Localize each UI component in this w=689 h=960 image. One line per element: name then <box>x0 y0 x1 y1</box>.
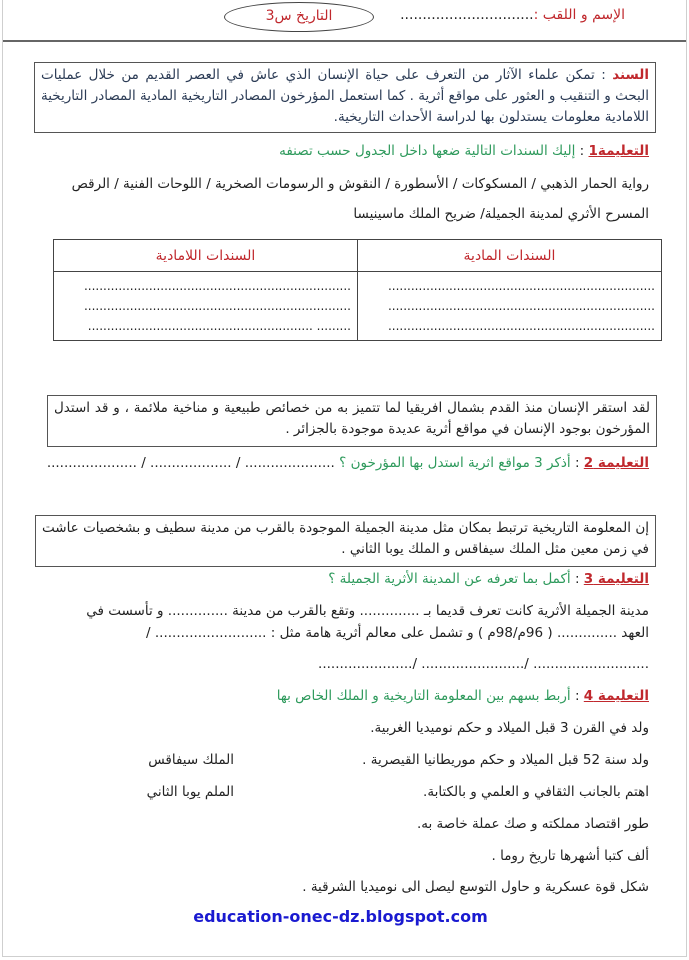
fact-item[interactable]: طور اقتصاد مملكته و صك عملة خاصة به. <box>416 816 649 832</box>
task3-label: التعليمة 3 <box>583 571 649 587</box>
subject-badge: التاريخ س3 <box>224 2 374 32</box>
task3-line2[interactable]: العهد .............. ( 96م/98م ) و تشمل على معالم أثرية هامة مثل : .......................... / <box>146 625 649 641</box>
footer-link[interactable]: education-onec-dz.blogspot.com <box>193 907 488 926</box>
task1-text: إليك السندات التالية ضعها داخل الجدول حسب تصنفه <box>279 143 576 159</box>
king-juba-ii[interactable]: الملم يوبا الثاني <box>146 784 234 800</box>
immaterial-answer-cell[interactable] <box>54 272 358 341</box>
answer-line: ...................................................................... <box>387 299 655 313</box>
document-box-1 <box>34 62 656 133</box>
task3-line3[interactable]: ........................... /........................ /...................... <box>318 656 649 672</box>
fact-item[interactable]: ولد في القرن 3 قبل الميلاد و حكم نوميديا الغربية. <box>370 720 649 736</box>
answer-line: ...................................................................... <box>387 319 655 333</box>
task1-sep: : <box>575 143 589 159</box>
header-divider <box>3 40 686 42</box>
task3-text: أكمل بما تعرفه عن المدينة الأثرية الجميلة ؟ <box>328 571 571 587</box>
king-syphax[interactable]: الملك سيفاقس <box>148 752 234 768</box>
fact-item[interactable]: شكل قوة عسكرية و حاول التوسع ليصل الى نوميديا الشرقية . <box>302 879 649 895</box>
task2-label: التعليمة 2 <box>583 455 649 471</box>
document-label: السند <box>612 67 649 83</box>
fact-item[interactable]: ألف كتبا أشهرها تاريخ روما . <box>491 848 649 864</box>
table-header-material: السندات المادية <box>358 240 662 272</box>
fact-item[interactable]: ولد سنة 52 قبل الميلاد و حكم موريطانيا القيصرية . <box>362 752 649 768</box>
document-box-3: إن المعلومة التاريخية ترتبط بمكان مثل مدينة الجميلة الموجودة بالقرب من مدينة سطيف و بشخصيات عاشت في زمن معين مثل الملك سيفاقس و الملك يوبا الثاني . <box>35 515 656 567</box>
task2-answer[interactable]: ..................... / ................... / ..................... <box>46 455 340 471</box>
task2-text: أذكر 3 مواقع اثرية استدل بها المؤرخون ؟ <box>339 455 571 471</box>
name-dots: .............................. <box>400 7 534 23</box>
task1-items-line2: المسرح الأثري لمدينة الجميلة/ ضريح الملك ماسينيسا <box>353 206 649 222</box>
answer-line: ......... ........................................................... <box>87 319 351 333</box>
answer-line: ...................................................................... <box>83 279 351 293</box>
task4-label: التعليمة 4 <box>583 688 649 704</box>
task4-text: أربط بسهم بين المعلومة التاريخية و الملك الخاص بها <box>276 688 571 704</box>
task2-sep: : <box>570 455 584 471</box>
document-text: : تمكن علماء الآثار من التعرف على حياة الإنسان الذي عاش في العصر القديم من خلال عمليات البحث و التنقيب و العثور على مواقع أثرية . كما استعمل المؤرخون المصادر التاريخية المادية المصادر التاريخية اللامادية معلومات يستدلون بها لدراسة الأحداث التاريخية. <box>41 67 649 125</box>
answer-line: ...................................................................... <box>387 279 655 293</box>
material-answer-cell[interactable] <box>358 272 662 341</box>
answer-line: ...................................................................... <box>83 299 351 313</box>
name-label: الإسم و اللقب : <box>533 7 625 23</box>
task1-items-line1: رواية الحمار الذهبي / المسكوكات / الأسطورة / النقوش و الرسومات الصخرية / اللوحات الفنية / الرقص <box>71 176 649 192</box>
task2-heading <box>47 455 649 471</box>
name-field <box>400 7 625 23</box>
task3-line1[interactable]: مدينة الجميلة الأثرية كانت تعرف قديما بـ .............. وتقع بالقرب من مدينة .............. و تأسست في <box>86 603 649 619</box>
table-header-immaterial: السندات اللامادية <box>54 240 358 272</box>
fact-item[interactable]: اهتم بالجانب الثقافي و العلمي و بالكتابة. <box>423 784 649 800</box>
task3-heading <box>328 571 649 587</box>
task1-label: التعليمة1 <box>588 143 649 159</box>
classification-table <box>53 239 662 341</box>
task4-heading <box>277 688 649 704</box>
task3-sep: : <box>570 571 584 587</box>
task4-sep: : <box>570 688 584 704</box>
task1-heading <box>279 143 649 159</box>
document-box-2: لقد استقر الإنسان منذ القدم بشمال افريقيا لما تتميز به من خصائص طبيعية و مناخية ملائمة ، و قد استدل المؤرخون بوجود الإنسان في مواقع أثرية عديدة موجودة بالجزائر . <box>47 395 657 447</box>
